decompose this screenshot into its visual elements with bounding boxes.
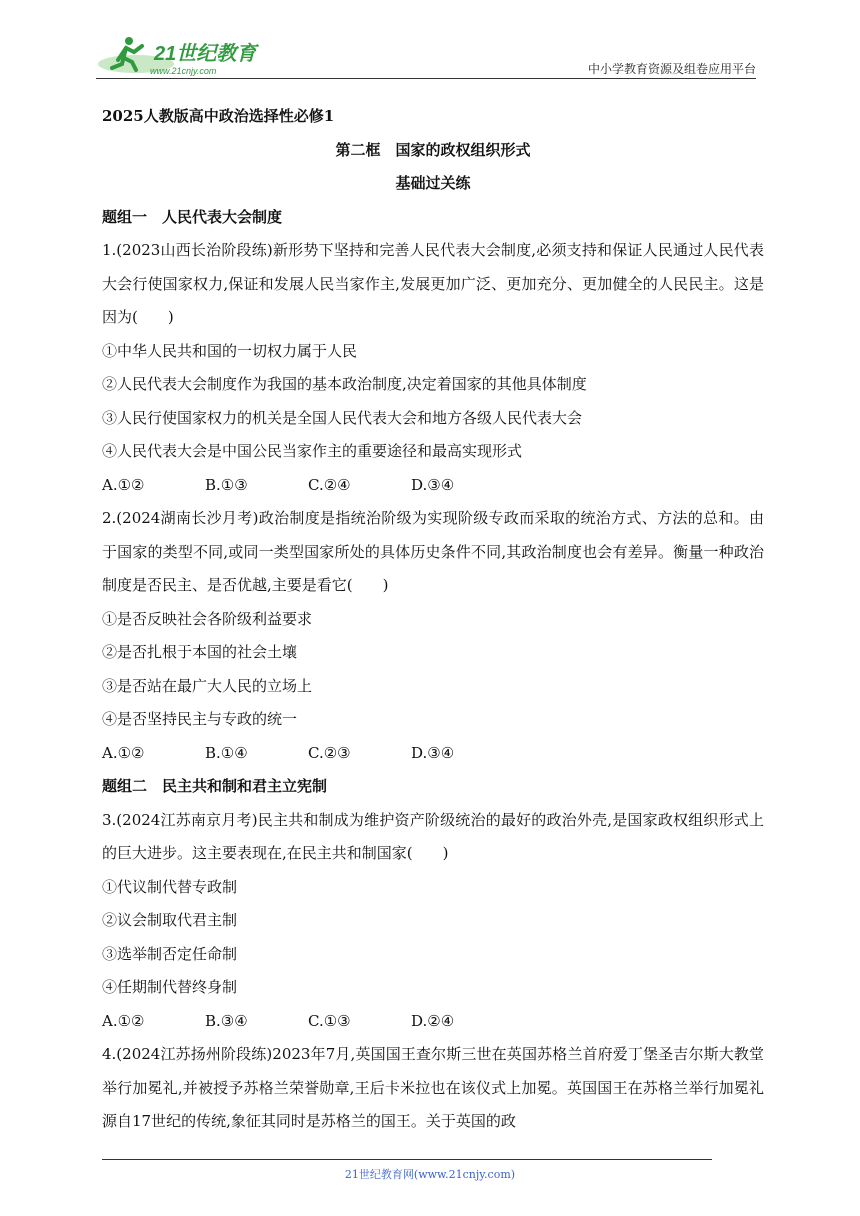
option-a: A.①②	[102, 1011, 145, 1030]
footer-link[interactable]: 21世纪教育网(www.21cnjy.com)	[344, 1168, 516, 1181]
statement-item: ④人民代表大会是中国公民当家作主的重要途径和最高实现形式	[102, 442, 523, 460]
statement-item: ②人民代表大会制度作为我国的基本政治制度,决定着国家的其他具体制度	[102, 375, 587, 393]
option-b: B.①③	[205, 475, 248, 494]
statement-item: ④任期制代替终身制	[102, 978, 238, 996]
answer-options	[102, 737, 764, 771]
statement-item: ②议会制取代君主制	[102, 911, 238, 929]
group-title: 题组一 人民代表大会制度	[102, 207, 283, 226]
course-title: 2025人教版高中政治选择性必修1	[102, 107, 335, 125]
option-d: D.③④	[411, 743, 455, 762]
statement-item: ③是否站在最广大人民的立场上	[102, 676, 313, 695]
page-header	[96, 34, 756, 80]
header-divider	[96, 78, 756, 79]
question-stem: 3.(2024江苏南京月考)民主共和制成为维护资产阶级统治的最好的政治外壳,是国家政权组织形式上的巨大进步。这主要表现在,在民主共和制国家( )	[102, 810, 764, 862]
question-stem: 4.(2024江苏扬州阶段练)2023年7月,英国国王查尔斯三世在英国苏格兰首府爱丁堡圣吉尔斯大教堂举行加冕礼,并被授予苏格兰荣誉勋章,王后卡米拉也在该仪式上加冕。英国国王在苏格兰举行加冕礼源自17世纪的传统,象征其同时是苏格兰的国王。关于英国的政	[102, 1045, 764, 1130]
section-title: 第二框 国家的政权组织形式	[335, 140, 531, 159]
option-a: A.①②	[102, 475, 145, 494]
platform-tagline: 中小学教育资源及组卷应用平台	[587, 62, 756, 76]
option-c: C.②③	[308, 743, 351, 762]
answer-options	[102, 1005, 764, 1039]
exercise-subtitle: 基础过关练	[395, 174, 471, 192]
statement-item: ③选举制否定任命制	[102, 944, 238, 963]
option-c: C.②④	[308, 475, 351, 494]
question-stem: 2.(2024湖南长沙月考)政治制度是指统治阶级为实现阶级专政而采取的统治方式、方法的总和。由于国家的类型不同,或同一类型国家所处的具体历史条件不同,其政治制度也会有差异。衡量一种政治制度是否民主、是否优越,主要是看它( )	[102, 509, 764, 594]
option-b: B.①④	[205, 743, 248, 762]
statement-item: ①是否反映社会各阶级利益要求	[102, 609, 313, 628]
21cnjy-logo	[96, 34, 266, 78]
statement-item: ②是否扎根于本国的社会土壤	[102, 643, 298, 661]
answer-options	[102, 469, 764, 503]
option-a: A.①②	[102, 743, 145, 762]
statement-item: ①代议制代替专政制	[102, 877, 238, 896]
option-d: D.②④	[411, 1011, 455, 1030]
logo-url: www.21cnjy.com	[150, 66, 217, 76]
statement-item: ④是否坚持民主与专政的统一	[102, 710, 298, 728]
statement-item: ③人民行使国家权力的机关是全国人民代表大会和地方各级人民代表大会	[102, 408, 583, 427]
group-title: 题组二 民主共和制和君主立宪制	[102, 777, 328, 795]
option-c: C.①③	[308, 1011, 351, 1030]
logo-text: 21世纪教育	[154, 43, 257, 65]
statement-item: ①中华人民共和国的一切权力属于人民	[102, 341, 358, 360]
question-stem: 1.(2023山西长治阶段练)新形势下坚持和完善人民代表大会制度,必须支持和保证人民通过人民代表大会行使国家权力,保证和发展人民当家作主,发展更加广泛、更加充分、更加健全的人民民主。这是因为( )	[102, 241, 764, 326]
document-body	[102, 100, 764, 1139]
option-d: D.③④	[411, 475, 455, 494]
footer-divider	[102, 1159, 712, 1160]
option-b: B.③④	[205, 1011, 248, 1030]
